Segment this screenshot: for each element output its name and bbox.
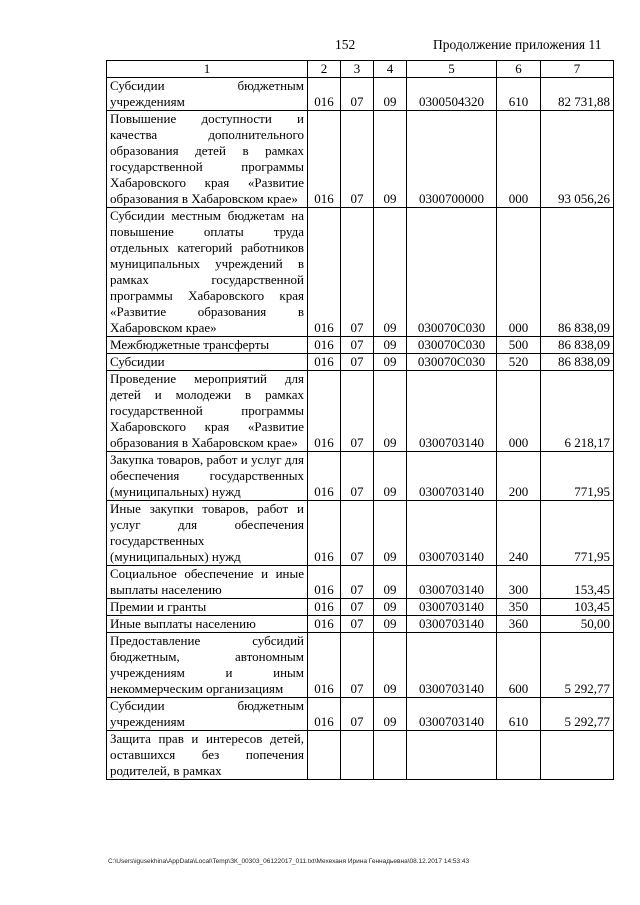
row-amount xyxy=(541,731,614,780)
row-code-target: 0300703140 xyxy=(407,633,497,698)
table-row xyxy=(107,599,614,616)
row-code-subsection: 09 xyxy=(374,452,407,501)
row-code-section: 07 xyxy=(341,566,374,599)
row-amount: 103,45 xyxy=(541,599,614,616)
row-code-expense: 200 xyxy=(497,452,541,501)
row-name: Межбюджетные трансферты xyxy=(107,337,308,354)
row-code-target xyxy=(407,731,497,780)
row-code-expense: 300 xyxy=(497,566,541,599)
row-code-subsection xyxy=(374,731,407,780)
row-code-subsection: 09 xyxy=(374,337,407,354)
row-code-target: 030070С030 xyxy=(407,337,497,354)
row-code-expense: 600 xyxy=(497,633,541,698)
row-code-target: 0300703140 xyxy=(407,371,497,452)
row-code-admin: 016 xyxy=(308,501,341,566)
row-code-admin: 016 xyxy=(308,111,341,208)
row-code-expense: 000 xyxy=(497,208,541,337)
row-amount: 82 731,88 xyxy=(541,78,614,111)
table-header-row xyxy=(107,61,614,78)
row-name: Закупка товаров, работ и услуг для обеспечения государственных (муниципальных) нужд xyxy=(107,452,308,501)
row-name: Иные закупки товаров, работ и услуг для обеспечения государственных (муниципальных) нужд xyxy=(107,501,308,566)
row-code-section: 07 xyxy=(341,599,374,616)
row-name: Премии и гранты xyxy=(107,599,308,616)
row-code-section: 07 xyxy=(341,633,374,698)
row-name: Социальное обеспечение и иные выплаты населению xyxy=(107,566,308,599)
row-name: Субсидии бюджетным учреждениям xyxy=(107,78,308,111)
row-name: Проведение мероприятий для детей и молодежи в рамках государственной программы Хабаровского края «Развитие образования в Хабаровском крае» xyxy=(107,371,308,452)
table-row xyxy=(107,698,614,731)
row-code-admin: 016 xyxy=(308,354,341,371)
row-code-admin xyxy=(308,731,341,780)
row-code-subsection: 09 xyxy=(374,208,407,337)
row-amount: 5 292,77 xyxy=(541,698,614,731)
row-code-subsection: 09 xyxy=(374,616,407,633)
row-code-target: 0300703140 xyxy=(407,616,497,633)
row-code-target: 0300703140 xyxy=(407,566,497,599)
row-name: Иные выплаты населению xyxy=(107,616,308,633)
row-code-subsection: 09 xyxy=(374,354,407,371)
row-code-target: 0300700000 xyxy=(407,111,497,208)
column-header: 2 xyxy=(308,61,341,78)
continuation-title: Продолжение приложения 11 xyxy=(433,37,602,52)
row-amount: 771,95 xyxy=(541,501,614,566)
row-code-subsection: 09 xyxy=(374,633,407,698)
row-code-admin: 016 xyxy=(308,208,341,337)
row-code-expense: 240 xyxy=(497,501,541,566)
column-header: 7 xyxy=(541,61,614,78)
row-code-target: 0300703140 xyxy=(407,599,497,616)
row-amount: 6 218,17 xyxy=(541,371,614,452)
row-amount: 771,95 xyxy=(541,452,614,501)
row-code-section: 07 xyxy=(341,354,374,371)
row-code-subsection: 09 xyxy=(374,501,407,566)
row-code-admin: 016 xyxy=(308,633,341,698)
row-code-subsection: 09 xyxy=(374,698,407,731)
row-amount: 86 838,09 xyxy=(541,354,614,371)
table-row xyxy=(107,78,614,111)
row-code-section: 07 xyxy=(341,501,374,566)
row-amount: 5 292,77 xyxy=(541,633,614,698)
budget-table xyxy=(106,60,614,780)
row-code-admin: 016 xyxy=(308,599,341,616)
row-code-target: 0300703140 xyxy=(407,698,497,731)
row-code-section: 07 xyxy=(341,208,374,337)
row-code-admin: 016 xyxy=(308,698,341,731)
table-row xyxy=(107,354,614,371)
table-row xyxy=(107,452,614,501)
row-code-subsection: 09 xyxy=(374,599,407,616)
column-header: 6 xyxy=(497,61,541,78)
row-name: Предоставление субсидий бюджетным, автономным учреждениям и иным некоммерческим организациям xyxy=(107,633,308,698)
table-row xyxy=(107,111,614,208)
column-header: 1 xyxy=(107,61,308,78)
row-amount: 93 056,26 xyxy=(541,111,614,208)
row-code-section: 07 xyxy=(341,616,374,633)
row-code-admin: 016 xyxy=(308,616,341,633)
row-code-expense: 350 xyxy=(497,599,541,616)
row-code-subsection: 09 xyxy=(374,371,407,452)
row-amount: 86 838,09 xyxy=(541,337,614,354)
row-amount: 86 838,09 xyxy=(541,208,614,337)
row-code-expense: 000 xyxy=(497,371,541,452)
row-code-target: 0300504320 xyxy=(407,78,497,111)
row-code-target: 0300703140 xyxy=(407,452,497,501)
row-code-expense: 500 xyxy=(497,337,541,354)
table-body xyxy=(107,78,614,780)
row-code-section xyxy=(341,731,374,780)
table-row xyxy=(107,371,614,452)
column-header: 4 xyxy=(374,61,407,78)
row-code-expense: 000 xyxy=(497,111,541,208)
row-code-admin: 016 xyxy=(308,452,341,501)
row-code-section: 07 xyxy=(341,78,374,111)
row-code-section: 07 xyxy=(341,371,374,452)
table-row xyxy=(107,337,614,354)
row-code-section: 07 xyxy=(341,452,374,501)
row-code-subsection: 09 xyxy=(374,111,407,208)
table-row xyxy=(107,616,614,633)
column-header: 3 xyxy=(341,61,374,78)
row-code-admin: 016 xyxy=(308,78,341,111)
row-code-admin: 016 xyxy=(308,566,341,599)
row-code-admin: 016 xyxy=(308,337,341,354)
row-code-expense xyxy=(497,731,541,780)
row-amount: 153,45 xyxy=(541,566,614,599)
row-name: Субсидии местным бюджетам на повышение оплаты труда отдельных категорий работников муниципальных учреждений в рамках государственной программы Хабаровского края «Развитие образования в Хабаровском крае» xyxy=(107,208,308,337)
row-code-section: 07 xyxy=(341,698,374,731)
row-code-expense: 610 xyxy=(497,698,541,731)
table-row xyxy=(107,633,614,698)
table-row xyxy=(107,566,614,599)
row-code-expense: 520 xyxy=(497,354,541,371)
row-code-expense: 360 xyxy=(497,616,541,633)
row-name: Субсидии xyxy=(107,354,308,371)
row-code-target: 030070С030 xyxy=(407,354,497,371)
row-code-admin: 016 xyxy=(308,371,341,452)
table-row xyxy=(107,501,614,566)
row-code-expense: 610 xyxy=(497,78,541,111)
footer-file-path: C:\Users\igusekhina\AppData\Local\Temp\ЗК_00303_06122017_011.txt\Мехеханя Ирина Геннадьевна\08.12.2017 14:53:43 xyxy=(108,858,470,865)
table-row xyxy=(107,731,614,780)
row-code-target: 0300703140 xyxy=(407,501,497,566)
page-number: 152 xyxy=(335,37,356,52)
row-amount: 50,00 xyxy=(541,616,614,633)
table-row xyxy=(107,208,614,337)
row-code-section: 07 xyxy=(341,337,374,354)
row-code-subsection: 09 xyxy=(374,78,407,111)
row-code-section: 07 xyxy=(341,111,374,208)
row-name: Повышение доступности и качества дополнительного образования детей в рамках государственной программы Хабаровского края «Развитие образования в Хабаровском крае» xyxy=(107,111,308,208)
row-code-target: 030070С030 xyxy=(407,208,497,337)
row-name: Субсидии бюджетным учреждениям xyxy=(107,698,308,731)
column-header: 5 xyxy=(407,61,497,78)
row-code-subsection: 09 xyxy=(374,566,407,599)
row-name: Защита прав и интересов детей, оставшихся без попечения родителей, в рамках xyxy=(107,731,308,780)
